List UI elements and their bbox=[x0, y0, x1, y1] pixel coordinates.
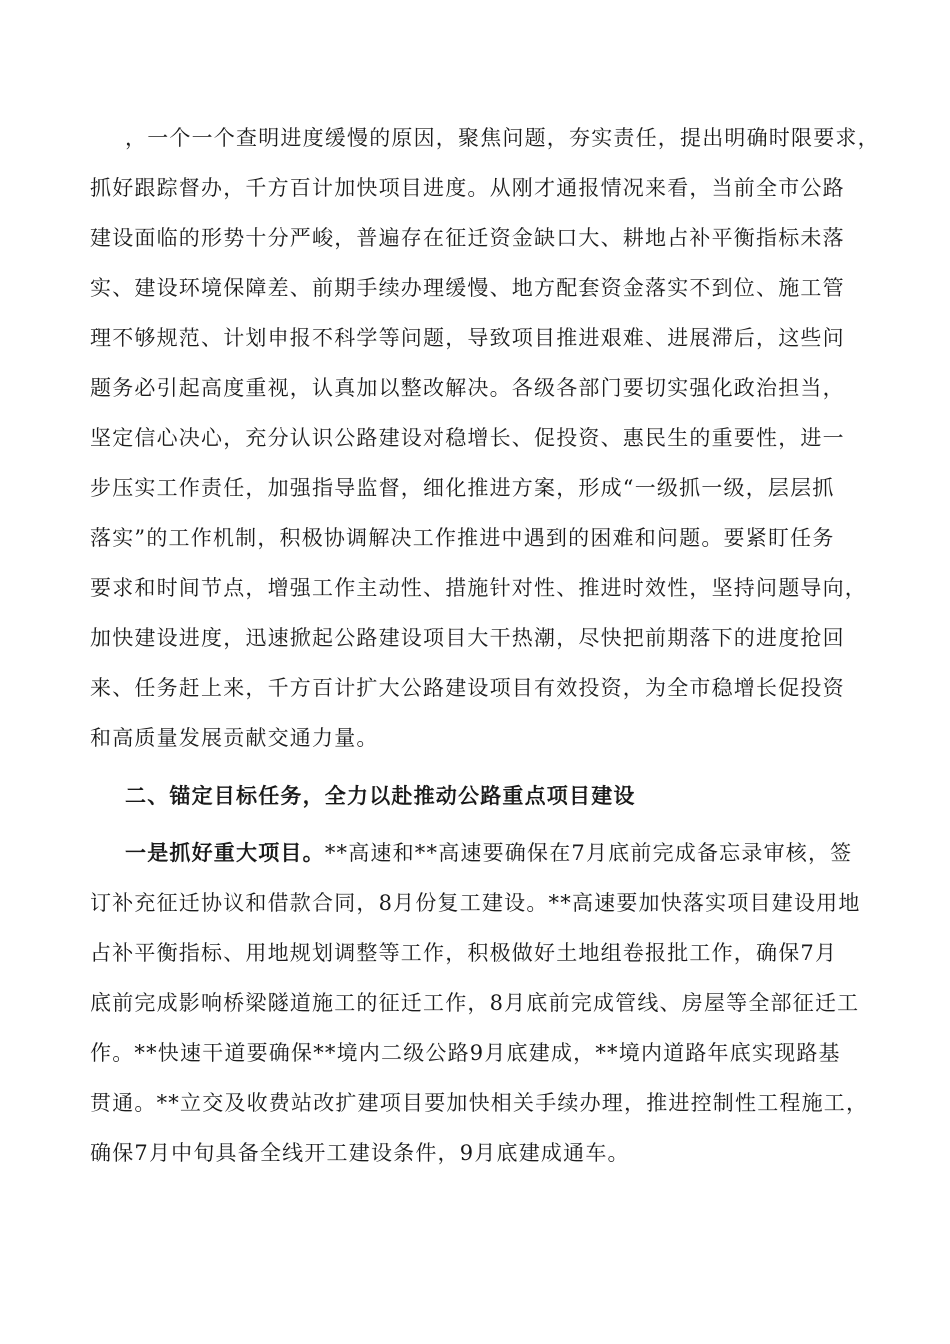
paragraph1-line-1: ，一个一个查明进度缓慢的原因，聚焦问题，夯实责任，提出明确时限要求， bbox=[125, 126, 880, 150]
paragraph2-line-3: 占补平衡指标、用地规划调整等工作，积极做好土地组卷报批工作，确保7月 bbox=[90, 941, 838, 965]
paragraph1-line-13: 和高质量发展贡献交通力量。 bbox=[90, 726, 379, 750]
paragraph2-line-6: 贯通。**立交及收费站改扩建项目要加快相关手续办理，推进控制性工程施工， bbox=[90, 1091, 869, 1115]
paragraph1-line-3: 建设面临的形势十分严峻，普遍存在征迁资金缺口大、耕地占补平衡指标未落 bbox=[90, 226, 845, 250]
paragraph1-line-11: 加快建设进度，迅速掀起公路建设项目大干热潮，尽快把前期落下的进度抢回 bbox=[90, 626, 845, 650]
section-heading: 二、锚定目标任务，全力以赴推动公路重点项目建设 bbox=[125, 783, 636, 808]
paragraph2-line-4: 底前完成影响桥梁隧道施工的征迁工作，8月底前完成管线、房屋等全部征迁工 bbox=[90, 991, 860, 1015]
paragraph2-line-1 bbox=[125, 833, 880, 873]
paragraph2-first-rest: **高速和**高速要确保在7月底前完成备忘录审核，签 bbox=[324, 841, 853, 865]
paragraph1-line-6: 题务必引起高度重视，认真加以整改解决。各级各部门要切实强化政治担当， bbox=[90, 376, 845, 400]
paragraph2-line-5: 作。**快速干道要确保**境内二级公路9月底建成，**境内道路年底实现路基 bbox=[90, 1041, 841, 1065]
paragraph2-line-7: 确保7月中旬具备全线开工建设条件，9月底建成通车。 bbox=[90, 1141, 630, 1165]
paragraph1-line-10: 要求和时间节点，增强工作主动性、措施针对性、推进时效性，坚持问题导向， bbox=[90, 576, 867, 600]
paragraph2-line-2: 订补充征迁协议和借款合同，8月份复工建设。**高速要加快落实项目建设用地 bbox=[90, 891, 861, 915]
paragraph1-line-7: 坚定信心决心，充分认识公路建设对稳增长、促投资、惠民生的重要性，进一 bbox=[90, 426, 845, 450]
paragraph2-lead: 一是抓好重大项目。 bbox=[125, 840, 325, 865]
paragraph1-line-4: 实、建设环境保障差、前期手续办理缓慢、地方配套资金落实不到位、施工管 bbox=[90, 276, 845, 300]
paragraph1-line-9: 落实”的工作机制，积极协调解决工作推进中遇到的困难和问题。要紧盯任务 bbox=[90, 526, 835, 550]
paragraph1-line-12: 来、任务赶上来，千方百计扩大公路建设项目有效投资，为全市稳增长促投资 bbox=[90, 676, 845, 700]
paragraph1-line-2: 抓好跟踪督办，千方百计加快项目进度。从刚才通报情况来看，当前全市公路 bbox=[90, 176, 845, 200]
paragraph1-line-5: 理不够规范、计划申报不科学等问题，导致项目推进艰难、进展滞后，这些问 bbox=[90, 326, 845, 350]
paragraph1-line-8: 步压实工作责任，加强指导监督，细化推进方案，形成“一级抓一级，层层抓 bbox=[90, 476, 835, 500]
